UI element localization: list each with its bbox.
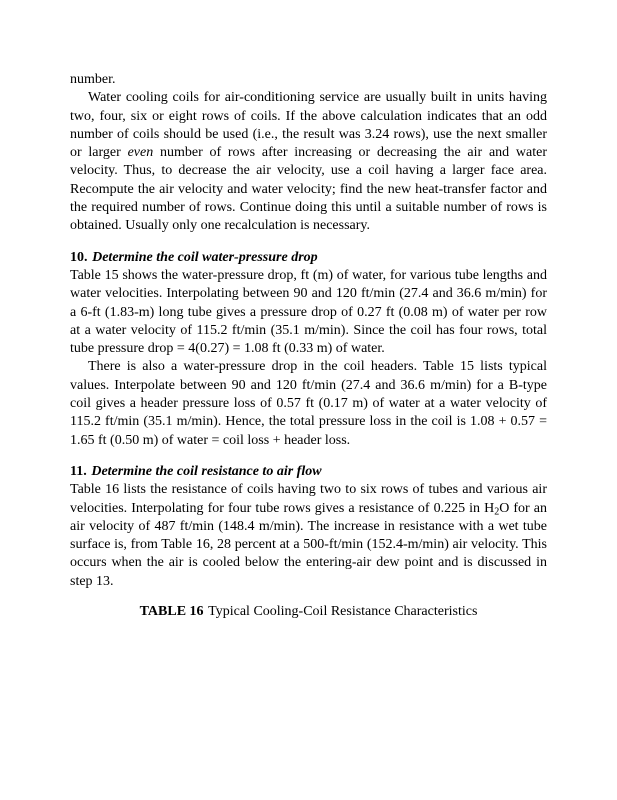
emphasized-word-even: even	[127, 145, 154, 161]
page-text-block	[70, 71, 547, 621]
table-16-caption	[70, 603, 547, 621]
paragraph-segment: Water cooling coils for air-conditioning service are usually built in units having two, four, six or eight rows of coils. If the above calculation indicates that an odd number of coils should be used (i.e., the result was 3.24 rows), use the next smaller or larger	[70, 90, 547, 161]
paragraph-table-16-air-resistance	[70, 481, 547, 591]
step-10-number: 10.	[70, 249, 88, 265]
paragraph-continuation-number	[70, 71, 547, 89]
paragraph-segment: Table 16 lists the resistance of coils having two to six rows of tubes and various air velocities. Interpolating for four tube rows gives a resistance of 0.225 in H	[70, 482, 547, 516]
table-16-caption-label: TABLE 16	[139, 604, 204, 620]
paragraph-table-15-pressure-drop	[70, 267, 547, 358]
paragraph-segment: number of rows after increasing or decreasing the air and water velocity. Thus, to decrease the air velocity, use a coil having a larger face area. Recompute the air velocity and water velocity; find the new heat-transfer factor and the required number of rows. Continue doing this until a suitable number of rows is obtained. Usually only one recalculation is necessary.	[70, 145, 547, 234]
paragraph-water-cooling-coils	[70, 89, 547, 235]
paragraph-text: Table 15 shows the water-pressure drop, ft (m) of water, for various tube lengths and water velocities. Interpolating between 90 and 120 ft/min (27.4 and 36.6 m/min) for a 6-ft (1.83-m) long tube gives a pressure drop of 0.27 ft (0.08 m) of water per row at a water velocity of 115.2 ft/min (35.1 m/min). Since the coil has four rows, total tube pressure drop = 4(0.27) = 1.08 ft (0.33 m) of water.	[70, 267, 547, 357]
step-11-title: Determine the coil resistance to air flow	[91, 463, 322, 479]
paragraph-segment: O for an air velocity of 487 ft/min (148.4 m/min). The increase in resistance with a wet tube surface is, from Table 16, 28 percent at a 500-ft/min (152.4-m/min) air velocity. This occurs when the air is cooled below the entering-air dew point and is discussed in step 13.	[70, 500, 547, 589]
paragraph-text: There is also a water-pressure drop in the coil headers. Table 15 lists typical values. Interpolate between 90 and 120 ft/min (27.4 and 36.6 m/min) for a B-type coil gives a header pressure loss of 0.57 ft (0.17 m) of water at a water velocity of 115.2 ft/min (35.1 m/min). Hence, the total pressure loss in the coil is 1.08 + 0.57 = 1.65 ft (0.50 m) of water = coil loss + header loss.	[70, 359, 547, 448]
step-10-heading	[70, 249, 547, 267]
paragraph-continuation-text: number.	[70, 72, 116, 87]
step-10-title: Determine the coil water-pressure drop	[92, 249, 318, 265]
step-11-number: 11.	[70, 463, 87, 479]
table-16-caption-text: Typical Cooling-Coil Resistance Characteristics	[208, 604, 478, 620]
paragraph-coil-headers	[70, 358, 547, 449]
step-11-heading	[70, 463, 547, 481]
h2o-subscript: 2	[494, 506, 500, 518]
